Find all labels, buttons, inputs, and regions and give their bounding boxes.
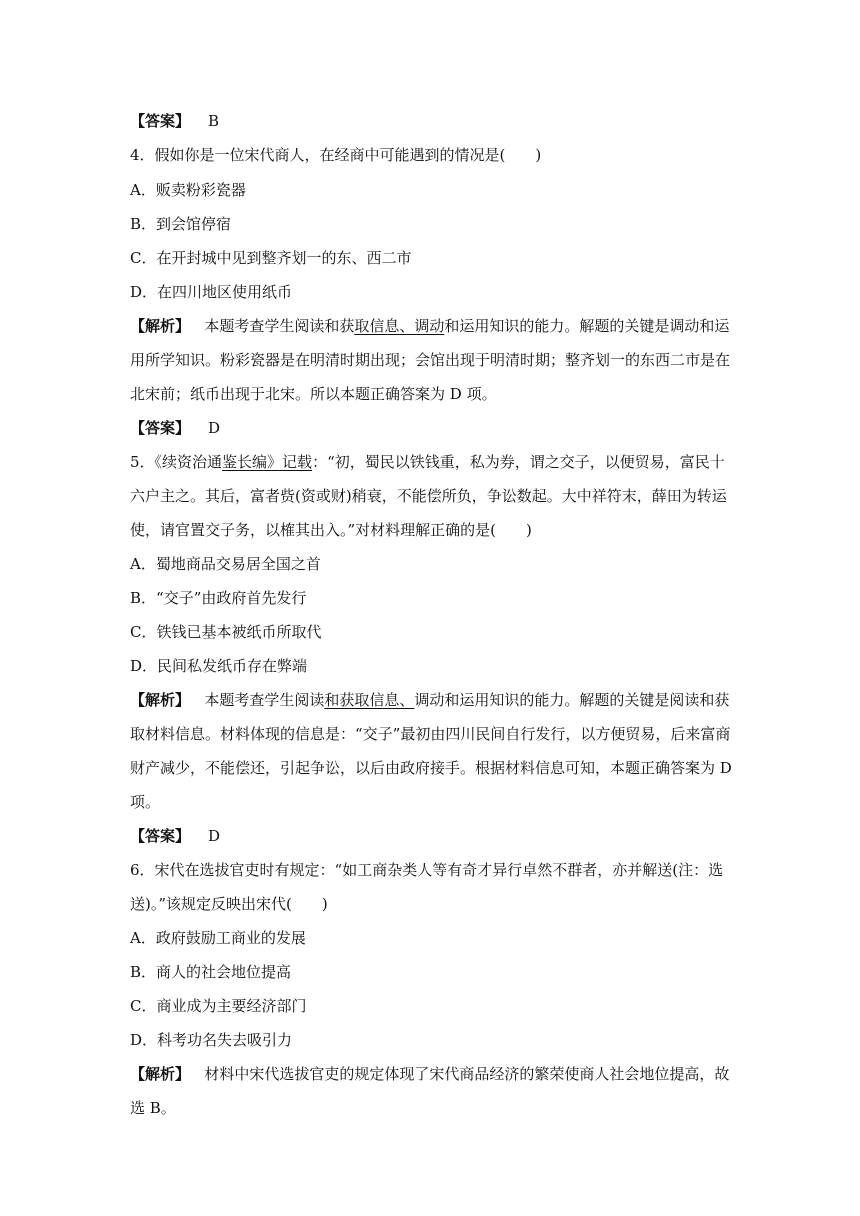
q5-option-b: B．“交子”由政府首先发行	[130, 589, 307, 607]
question-6-stem-line-1: 6．宋代在选拔官吏时有规定：“如工商杂类人等有奇才异行卓然不群者，亦并解送(注：选	[130, 861, 724, 879]
q5-stem-text: 5．《续资治通	[130, 453, 223, 471]
q5-analysis-text: 本题考查学生阅读	[204, 691, 325, 709]
q4-option-b: B．到会馆停宿	[130, 215, 232, 233]
question-5-stem-line-3: 使，请官置交子务，以榷其出入。”对材料理解正确的是( )	[130, 521, 532, 539]
q5-answer-line	[130, 826, 220, 846]
q4-answer-line	[130, 418, 220, 438]
q4-analysis-line-1	[130, 316, 729, 336]
q6-option-d: D．科考功名失去吸引力	[130, 1031, 293, 1049]
q4-analysis-text: 本题考查学生阅读和获	[204, 317, 355, 335]
answer-line	[130, 111, 219, 131]
q6-option-b: B．商人的社会地位提高	[130, 963, 292, 981]
q5-stem-text: ：“初，蜀民以铁钱重，私为券，谓之交子，以便贸易，富民十	[312, 453, 725, 471]
answer-value: D	[208, 827, 221, 845]
q4-option-c: C．在开封城中见到整齐划一的东、西二市	[130, 249, 412, 267]
q6-analysis-line-2: 选 B。	[130, 1099, 176, 1117]
answer-label: 【答案】	[130, 827, 191, 845]
analysis-label: 【解析】	[130, 1065, 191, 1083]
q6-option-c: C．商业成为主要经济部门	[130, 997, 307, 1015]
q4-option-a: A．贩卖粉彩瓷器	[130, 181, 246, 199]
q4-option-d: D．在四川地区使用纸币	[130, 283, 293, 301]
q4-analysis-underlined: 取信息、调动	[354, 317, 445, 335]
q5-stem-underlined: 鉴长编》记载	[222, 453, 313, 471]
answer-label: 【答案】	[130, 419, 191, 437]
question-5-stem-line-2: 六户主之。其后，富者赀(资或财)稍衰，不能偿所负，争讼数起。大中祥符末，薛田为转运	[130, 487, 727, 505]
analysis-label: 【解析】	[130, 691, 191, 709]
q5-analysis-line-4: 项。	[130, 793, 161, 811]
q4-analysis-text: 和运用知识的能力。解题的关键是调动和运	[444, 317, 730, 335]
question-6-stem-line-2: 送)。”该规定反映出宋代( )	[130, 895, 328, 913]
q6-analysis-text: 材料中宋代选拔官吏的规定体现了宋代商品经济的繁荣使商人社会地位提高，故	[204, 1065, 730, 1083]
answer-value: B	[208, 112, 220, 130]
q4-analysis-line-3: 北宋前；纸币出现于北宋。所以本题正确答案为 D 项。	[130, 385, 497, 403]
q5-option-d: D．民间私发纸币存在弊端	[130, 657, 308, 675]
question-4-stem: 4．假如你是一位宋代商人，在经商中可能遇到的情况是( )	[130, 146, 542, 164]
q5-option-a: A．蜀地商品交易居全国之首	[130, 555, 321, 573]
question-5-stem-line-1	[130, 452, 725, 472]
q5-analysis-text: 调动和运用知识的能力。解题的关键是阅读和获	[414, 691, 730, 709]
q4-analysis-line-2: 用所学知识。粉彩瓷器是在明清时期出现；会馆出现于明清时期；整齐划一的东西二市是在	[130, 351, 731, 369]
q5-option-c: C．铁钱已基本被纸币所取代	[130, 623, 322, 641]
q5-analysis-line-3: 财产减少，不能偿还，引起争讼，以后由政府接手。根据材料信息可知，本题正确答案为 D	[130, 759, 732, 777]
q5-analysis-line-1	[130, 690, 729, 710]
analysis-label: 【解析】	[130, 317, 191, 335]
q6-analysis-line-1	[130, 1064, 729, 1084]
answer-value: D	[208, 419, 221, 437]
q5-analysis-line-2: 取材料信息。材料体现的信息是：“交子”最初由四川民间自行发行，以方便贸易，后来富商	[130, 725, 731, 743]
q5-analysis-underlined: 和获取信息、	[324, 691, 415, 709]
q6-option-a: A．政府鼓励工商业的发展	[130, 929, 306, 947]
answer-label: 【答案】	[130, 112, 191, 130]
